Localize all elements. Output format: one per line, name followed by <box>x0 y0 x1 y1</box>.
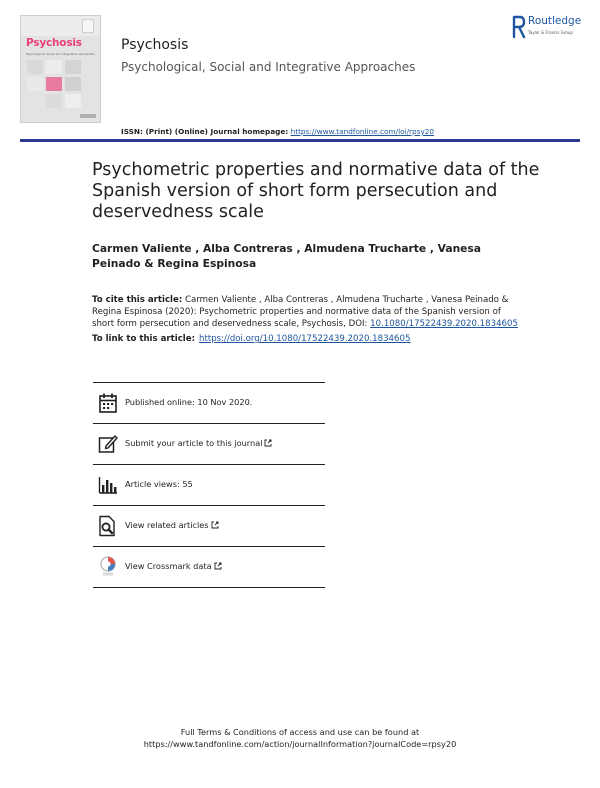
cover-publisher-mark <box>80 114 96 118</box>
submit-article-label: Submit your article to this journal <box>125 438 263 448</box>
cover-square <box>27 60 43 74</box>
citation-block <box>92 295 522 330</box>
cover-square <box>65 77 81 91</box>
journal-name: Psychosis <box>121 37 189 53</box>
submit-article-link[interactable] <box>125 438 272 448</box>
cover-square <box>65 60 81 74</box>
journal-homepage-link[interactable]: https://www.tandfonline.com/loi/rpsy20 <box>290 127 435 136</box>
external-link-icon <box>211 521 219 529</box>
search-document-icon <box>98 515 118 537</box>
terms-link[interactable]: https://www.tandfonline.com/action/journalInformation?journalCode=rpsy20 <box>143 738 457 749</box>
cover-volume-box <box>82 19 94 33</box>
publisher-name: Routledge <box>528 15 582 27</box>
cover-subtitle: Psychological, Social and Integrative Approaches <box>26 52 95 56</box>
list-item-published <box>93 383 325 424</box>
header-divider <box>20 139 580 142</box>
citation-doi-link[interactable]: 10.1080/17522439.2020.1834605 <box>370 318 518 329</box>
calendar-icon <box>98 392 118 414</box>
routledge-icon <box>512 14 526 40</box>
external-link-icon <box>214 562 222 570</box>
bar-chart-icon <box>98 474 118 496</box>
article-link-line <box>92 334 410 344</box>
cover-square <box>65 94 81 108</box>
article-authors: Carmen Valiente , Alba Contreras , Almudena Trucharte , Vanesa Peinado & Regina Espinosa <box>92 242 481 270</box>
cover-square <box>46 94 62 108</box>
published-date: Published online: 10 Nov 2020. <box>125 397 253 407</box>
list-item-crossmark[interactable] <box>93 547 325 588</box>
external-link-icon <box>264 439 272 447</box>
crossmark-label: View Crossmark data <box>125 561 212 571</box>
issn-label: ISSN: (Print) (Online) Journal homepage: <box>121 127 289 136</box>
citation-text: Carmen Valiente , Alba Contreras , Almudena Trucharte , Vanesa Peinado & Regina Espinosa (2020): Psychometric properties and normative data of the Spanish version of short form persecution and deservedness scale, Psychosis, DOI: <box>92 295 509 329</box>
citation-label: To cite this article: <box>92 295 183 305</box>
publisher-logo <box>512 14 592 40</box>
issn-line <box>121 127 434 136</box>
article-info-list <box>93 382 325 588</box>
related-articles-link[interactable] <box>125 520 219 530</box>
cover-title: Psychosis <box>26 37 82 49</box>
crossmark-link[interactable] <box>125 561 222 571</box>
terms-text: Full Terms & Conditions of access and use can be found at <box>180 727 420 737</box>
list-item-views <box>93 465 325 506</box>
related-articles-label: View related articles <box>125 520 209 530</box>
cover-square <box>46 60 62 74</box>
journal-cover-image <box>20 15 101 123</box>
list-item-related[interactable] <box>93 506 325 547</box>
cover-square <box>46 77 62 91</box>
article-link-label: To link to this article: <box>92 334 196 344</box>
publisher-tagline: Taylor & Francis Group <box>528 30 573 35</box>
article-views: Article views: 55 <box>125 479 193 489</box>
list-item-submit[interactable] <box>93 424 325 465</box>
cover-square <box>27 77 43 91</box>
article-title: Psychometric properties and normative data of the Spanish version of short form persecution and deservedness scale <box>92 160 540 222</box>
edit-icon <box>98 433 118 455</box>
crossmark-icon <box>98 556 118 578</box>
terms-footer <box>0 727 600 750</box>
article-doi-link[interactable]: https://doi.org/10.1080/17522439.2020.1834605 <box>199 334 411 344</box>
journal-subtitle: Psychological, Social and Integrative Approaches <box>121 60 416 74</box>
